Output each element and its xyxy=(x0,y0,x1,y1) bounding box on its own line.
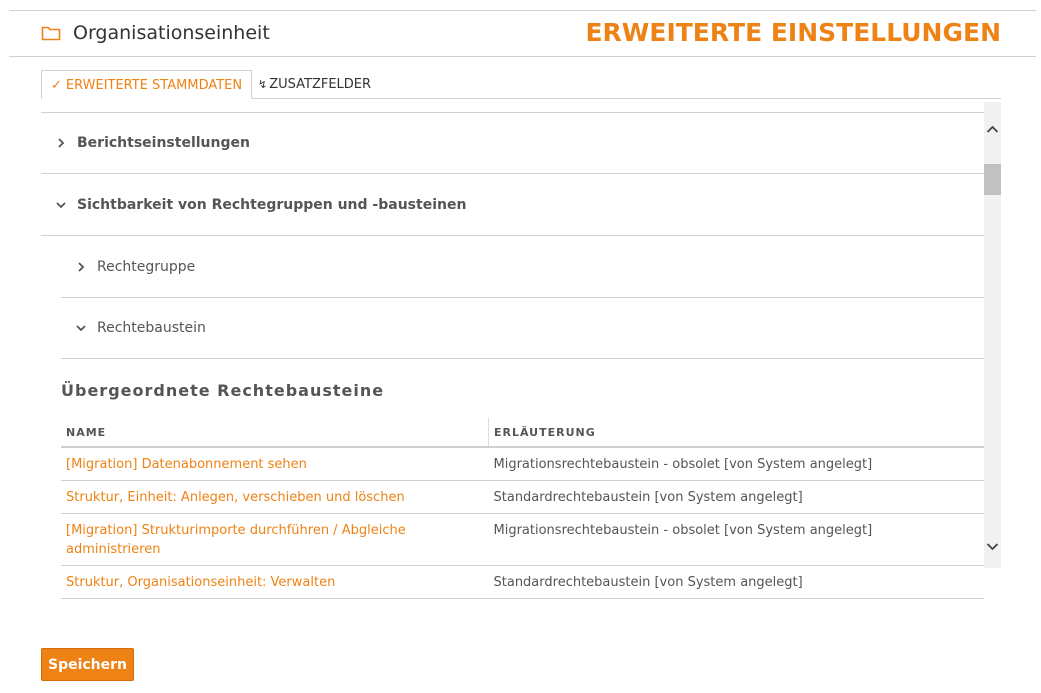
subsection-label: Rechtebaustein xyxy=(97,320,206,336)
header-divider xyxy=(9,56,1036,57)
chevron-right-icon xyxy=(75,261,87,273)
subsection-label: Rechtegruppe xyxy=(97,258,196,275)
settings-content xyxy=(41,102,984,590)
row-name-link[interactable]: Struktur, Organisationseinheit: Verwalten xyxy=(61,566,489,599)
column-header-description[interactable]: ERLÄUTERUNG xyxy=(489,418,985,447)
section-label: Sichtbarkeit von Rechtegruppen und -bausteinen xyxy=(77,196,467,213)
row-description: Standardrechtebaustein [von System angelegt] xyxy=(489,566,985,599)
top-divider xyxy=(9,10,1036,11)
tab-erweiterte-stammdaten[interactable] xyxy=(41,70,252,99)
chevron-right-icon xyxy=(55,137,67,149)
rights-table xyxy=(61,418,984,599)
save-button[interactable]: Speichern xyxy=(41,648,134,681)
table-row xyxy=(61,481,984,514)
unit-header xyxy=(41,22,270,44)
row-description: Migrationsrechtebaustein - obsolet [von System angelegt] xyxy=(489,514,985,566)
table-row xyxy=(61,447,984,481)
lightning-icon: ↯ xyxy=(258,78,268,91)
scroll-down-icon[interactable] xyxy=(984,538,1001,555)
scrollbar-thumb[interactable] xyxy=(984,164,1001,195)
table-row xyxy=(61,514,984,566)
tab-label: ZUSATZFELDER xyxy=(269,77,372,92)
row-description: Migrationsrechtebaustein - obsolet [von System angelegt] xyxy=(489,447,985,481)
subsection-rechtebaustein[interactable] xyxy=(61,298,984,359)
table-row xyxy=(61,566,984,599)
scroll-panel xyxy=(41,102,1001,590)
unit-title: Organisationseinheit xyxy=(73,22,270,44)
section-berichtseinstellungen[interactable] xyxy=(41,113,984,174)
tab-zusatzfelder[interactable] xyxy=(249,70,380,98)
section-sichtbarkeit[interactable] xyxy=(41,174,984,236)
table-title: Übergeordnete Rechtebausteine xyxy=(61,381,385,400)
checkmark-icon: ✓ xyxy=(51,78,62,93)
row-name-link[interactable]: [Migration] Strukturimporte durchführen / Abgleiche administrieren xyxy=(61,514,489,566)
column-header-name[interactable]: NAME xyxy=(61,418,489,447)
row-name-link[interactable]: Struktur, Einheit: Anlegen, verschieben und löschen xyxy=(61,481,489,514)
subsection-rechtegruppe[interactable] xyxy=(61,236,984,298)
row-name-link[interactable]: [Migration] Datenabonnement sehen xyxy=(61,447,489,481)
section-label: Berichtseinstellungen xyxy=(77,135,250,151)
table-header-row xyxy=(61,418,984,447)
page-title: ERWEITERTE EINSTELLUNGEN xyxy=(585,18,1001,47)
tab-label: ERWEITERTE STAMMDATEN xyxy=(65,78,243,93)
scroll-up-icon[interactable] xyxy=(984,121,1001,138)
folder-icon xyxy=(41,24,61,42)
chevron-down-icon xyxy=(55,199,67,211)
vertical-scrollbar[interactable] xyxy=(984,102,1001,568)
tab-bar xyxy=(41,70,1001,99)
chevron-down-icon xyxy=(75,322,87,334)
row-description: Standardrechtebaustein [von System angelegt] xyxy=(489,481,985,514)
